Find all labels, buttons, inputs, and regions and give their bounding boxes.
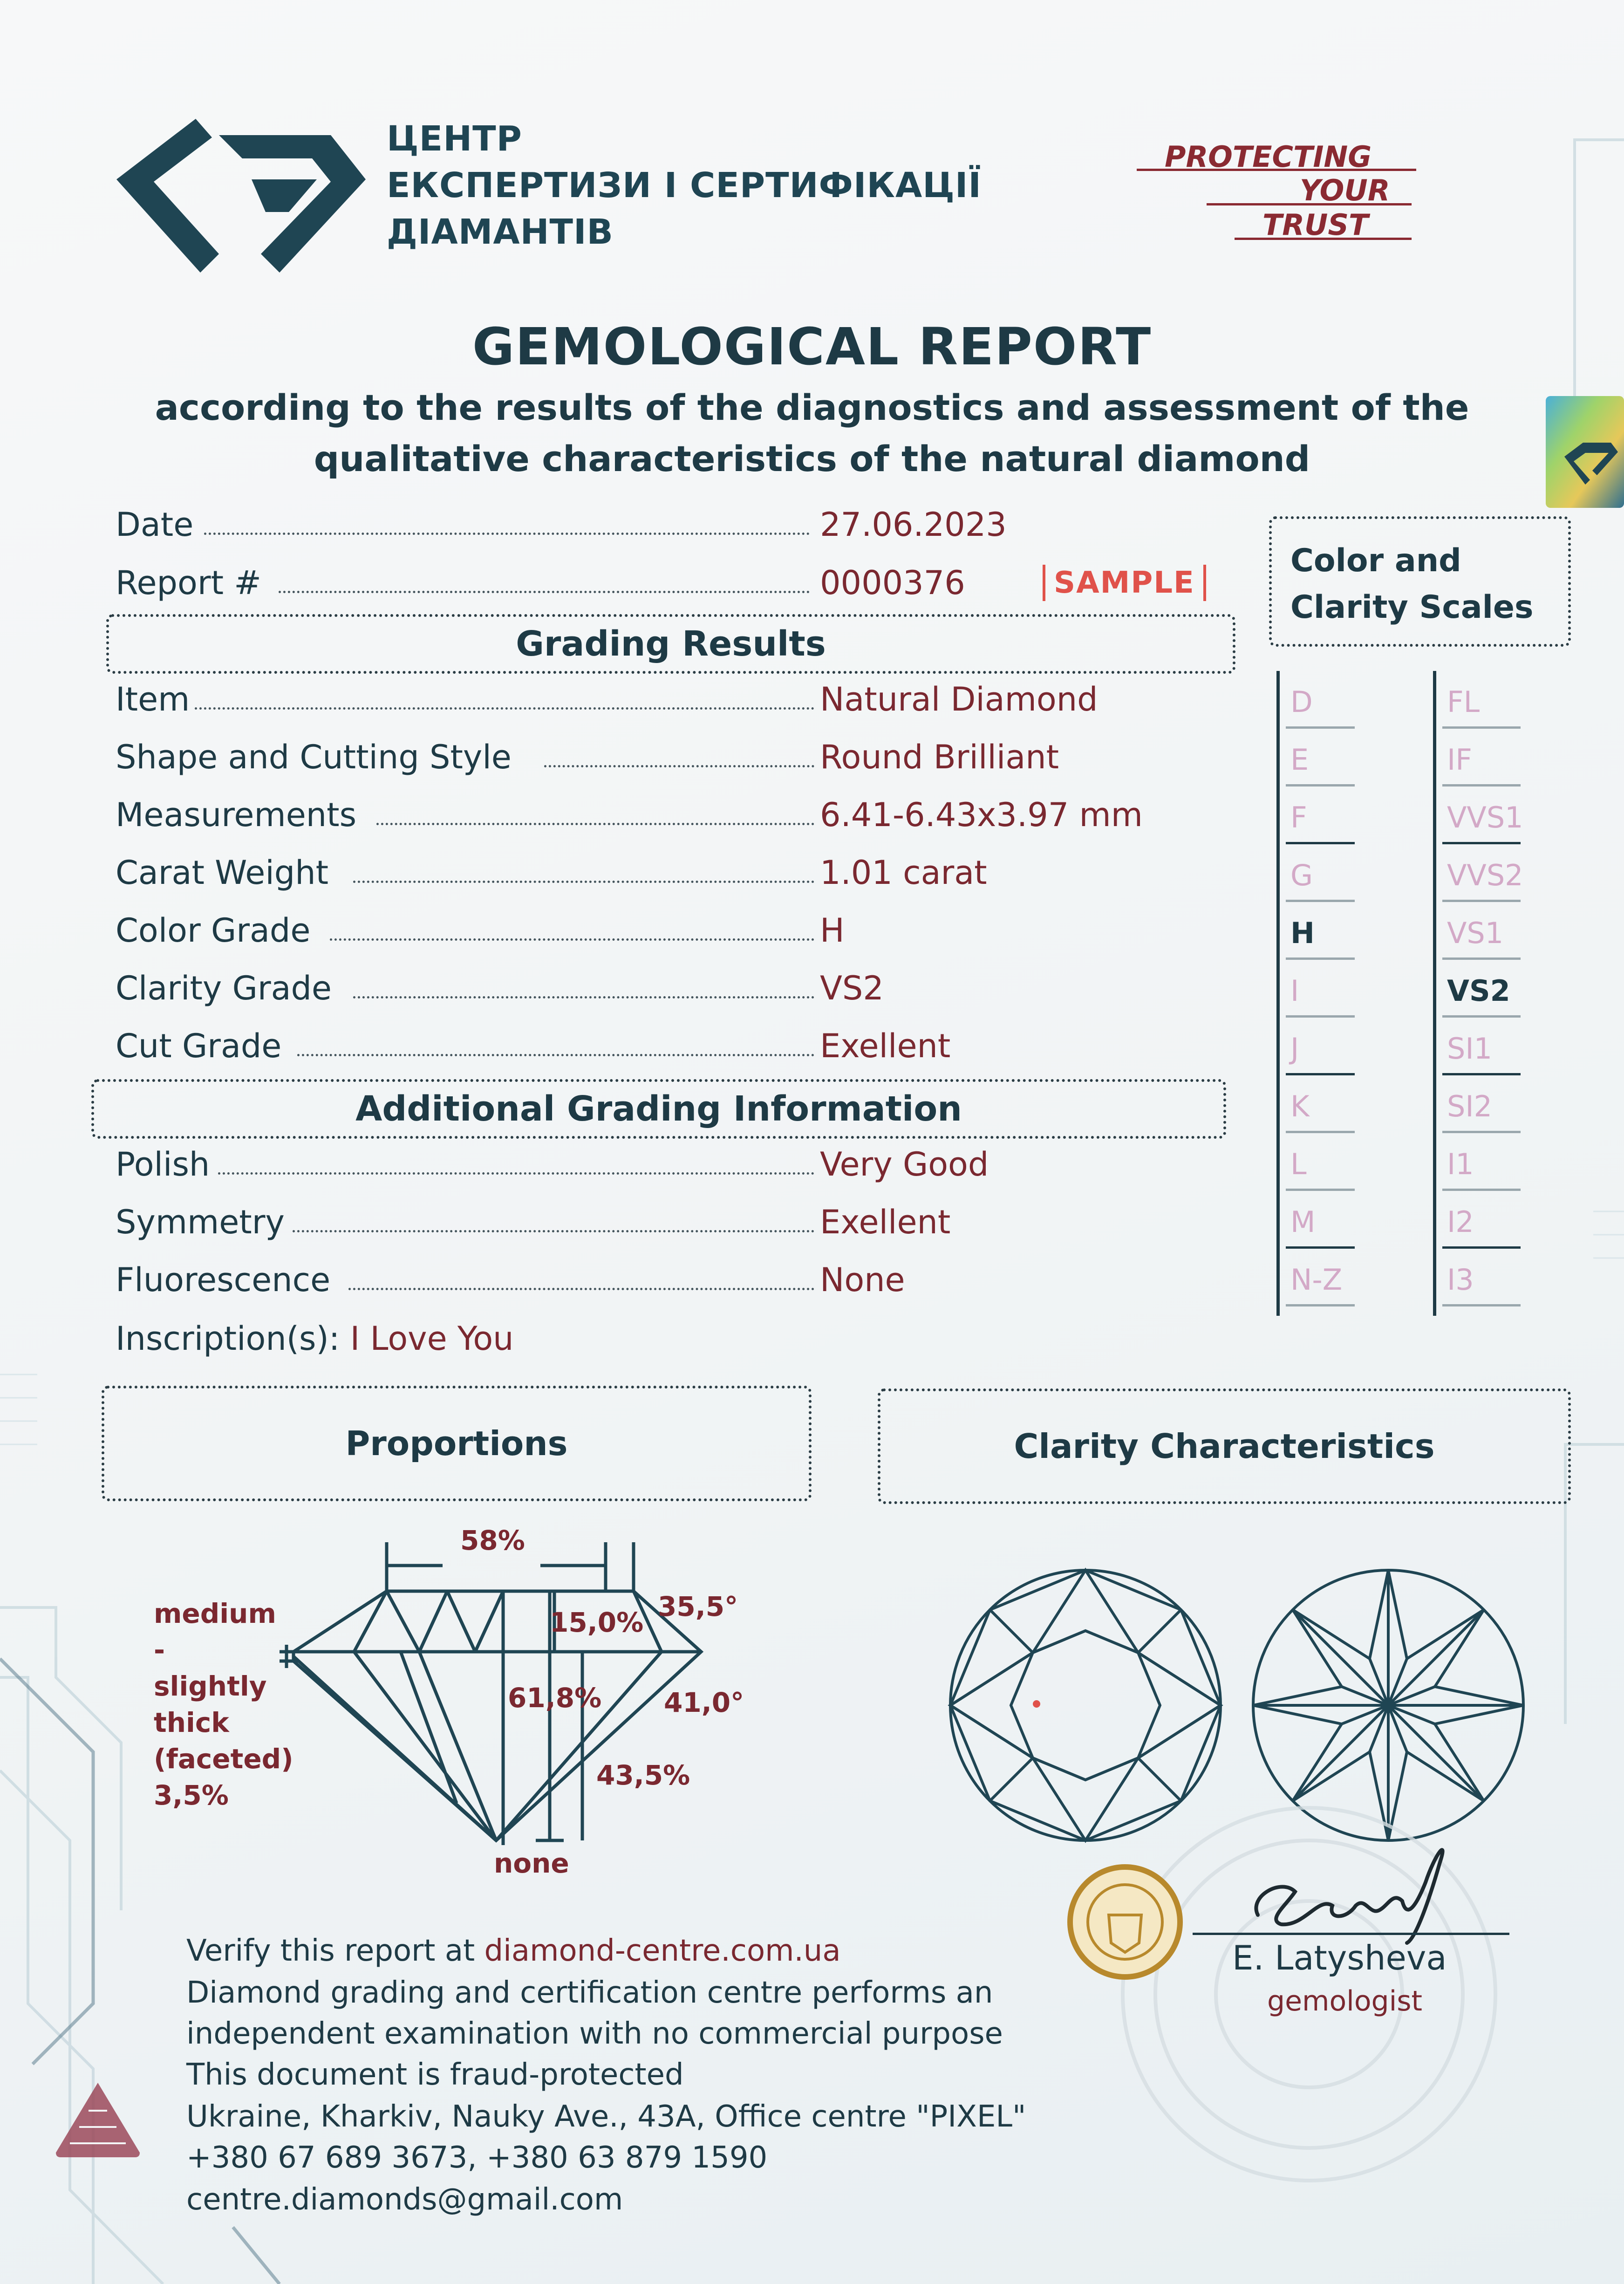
proportions-heading: Proportions <box>102 1386 812 1501</box>
crown-height: 15,0% <box>550 1607 644 1638</box>
clarity-grade-label: VVS2 <box>1447 858 1523 892</box>
grading-results-heading: Grading Results <box>106 614 1235 674</box>
leader-dots <box>204 533 810 535</box>
signer-role: gemologist <box>1267 1985 1423 2017</box>
clarity-grade-cell <box>1437 1133 1521 1191</box>
grading-value: Exellent <box>820 1027 951 1065</box>
clarity-grade-label: IF <box>1447 743 1472 777</box>
additional-row <box>116 1203 1178 1245</box>
grading-label: Shape and Cutting Style <box>116 738 512 776</box>
report-subtitle-line1: according to the results of the diagnostics and assessment of the <box>155 387 1469 428</box>
grading-value: VS2 <box>820 969 884 1007</box>
clarity-characteristics-heading: Clarity Characteristics <box>878 1388 1571 1504</box>
additional-label: Symmetry <box>116 1203 285 1241</box>
report-subtitle-line2: qualitative characteristics of the natural diamond <box>314 438 1310 479</box>
leader-dots <box>353 881 814 883</box>
grading-value: Natural Diamond <box>820 680 1098 718</box>
signature-line <box>1193 1933 1509 1935</box>
clarity-grade-label: I2 <box>1447 1205 1474 1239</box>
clarity-grade-label: I3 <box>1447 1263 1474 1297</box>
scale-underline <box>1286 1304 1355 1306</box>
grading-row <box>116 1027 1178 1069</box>
leader-dots <box>353 996 814 998</box>
leader-dots <box>279 591 810 593</box>
clarity-grade-cell <box>1437 902 1521 960</box>
additional-label: Polish <box>116 1145 210 1183</box>
color-grade-label: I <box>1290 974 1299 1008</box>
clarity-grade-cell <box>1437 1018 1521 1075</box>
leader-dots <box>544 765 814 767</box>
leader-dots <box>348 1288 814 1290</box>
signature-scribble-icon <box>1239 1826 1491 1948</box>
inscription-value: I Love You <box>350 1320 514 1358</box>
color-grade-label: D <box>1290 685 1313 719</box>
additional-row <box>116 1145 1178 1187</box>
grading-value: H <box>820 911 845 950</box>
footer-verify-line <box>186 1934 841 1968</box>
clarity-grade-label: SI1 <box>1447 1032 1493 1066</box>
grading-row <box>116 854 1178 896</box>
clarity-grade-label: VS1 <box>1447 916 1504 950</box>
color-grade-cell <box>1280 1191 1355 1249</box>
date-value: 27.06.2023 <box>820 506 1007 544</box>
grading-label: Color Grade <box>116 911 311 950</box>
gia-alumni-badge-icon <box>1064 1861 1186 1997</box>
additional-value: None <box>820 1261 905 1299</box>
scales-heading-line1: Color and <box>1290 542 1461 579</box>
girdle-line3: slightly <box>154 1670 267 1702</box>
org-name-line2: ЕКСПЕРТИЗИ І СЕРТИФІКАЦІЇ <box>387 165 982 205</box>
clarity-grade-cell <box>1437 729 1521 786</box>
color-grade-label: F <box>1290 800 1307 834</box>
grading-value: Round Brilliant <box>820 738 1059 776</box>
grading-value: 6.41-6.43x3.97 mm <box>820 796 1143 834</box>
slogan-line1: PROTECTING <box>1165 140 1372 174</box>
girdle-line2: - <box>154 1634 165 1666</box>
color-grade-cell <box>1280 1018 1355 1075</box>
color-grade-cell <box>1280 902 1355 960</box>
additional-value: Exellent <box>820 1203 951 1241</box>
pavilion-depth: 43,5% <box>596 1759 690 1791</box>
report-title: GEMOLOGICAL REPORT <box>472 317 1152 376</box>
girdle-line4: thick <box>154 1707 229 1738</box>
clarity-grade-cell <box>1437 844 1521 902</box>
girdle-line6: 3,5% <box>154 1779 229 1811</box>
date-row <box>116 506 1178 547</box>
clarity-grade-label: FL <box>1447 685 1480 719</box>
clarity-grade-label: I1 <box>1447 1147 1474 1181</box>
grading-row <box>116 969 1178 1011</box>
grading-row <box>116 680 1178 722</box>
scales-heading-box <box>1269 516 1571 647</box>
color-scale-bar <box>1276 671 1280 1316</box>
girdle-line1: medium <box>154 1598 276 1629</box>
clarity-grade-cell <box>1437 1075 1521 1133</box>
org-name-line1: ЦЕНТР <box>387 119 522 159</box>
leader-dots <box>195 707 814 710</box>
grading-row <box>116 796 1178 838</box>
color-grade-label: E <box>1290 743 1309 777</box>
slogan-line2: YOUR <box>1300 173 1390 207</box>
color-grade-cell <box>1280 786 1355 844</box>
crown-angle: 35,5° <box>658 1591 738 1622</box>
color-grade-label: H <box>1290 916 1315 950</box>
inscription-row <box>116 1320 514 1358</box>
verify-link[interactable]: diamond-centre.com.ua <box>484 1934 841 1968</box>
color-grade-cell <box>1280 671 1355 729</box>
additional-info-heading: Additional Grading Information <box>91 1079 1226 1139</box>
slogan-line3: TRUST <box>1262 208 1369 242</box>
color-grade-cell <box>1280 960 1355 1018</box>
total-depth: 61,8% <box>508 1682 602 1714</box>
clarity-grade-label: SI2 <box>1447 1089 1493 1123</box>
scale-underline <box>1442 1304 1521 1306</box>
color-grade-label: K <box>1290 1089 1310 1123</box>
inscription-label: Inscription(s): <box>116 1320 340 1358</box>
clarity-grade-cell <box>1437 786 1521 844</box>
proportions-diagram <box>261 1524 727 1850</box>
clarity-grade-cell <box>1437 671 1521 729</box>
clarity-grade-label: VS2 <box>1447 974 1510 1008</box>
grading-label: Measurements <box>116 796 357 834</box>
clarity-grade-cell <box>1437 1191 1521 1249</box>
clarity-grade-cell <box>1437 960 1521 1018</box>
clarity-scale-bar <box>1433 671 1436 1316</box>
additional-row <box>116 1261 1178 1303</box>
color-grade-label: J <box>1290 1032 1299 1066</box>
color-grade-cell <box>1280 844 1355 902</box>
report-number-label: Report # <box>116 564 261 602</box>
girdle-description <box>154 1595 293 1813</box>
leader-dots <box>297 1054 814 1056</box>
leader-dots <box>330 938 814 941</box>
leader-dots <box>376 823 814 825</box>
scales-heading-line2: Clarity Scales <box>1290 589 1534 626</box>
color-grade-label: L <box>1290 1147 1307 1181</box>
additional-label: Fluorescence <box>116 1261 331 1299</box>
grading-row <box>116 738 1178 780</box>
pavilion-angle: 41,0° <box>664 1687 744 1718</box>
culet-value: none <box>494 1847 569 1879</box>
footer-phones: +380 67 689 3673, +380 63 879 1590 <box>186 2140 768 2175</box>
color-grade-label: N-Z <box>1290 1263 1343 1297</box>
color-grade-label: G <box>1290 858 1313 892</box>
additional-value: Very Good <box>820 1145 989 1183</box>
clarity-grade-label: VVS1 <box>1447 800 1523 834</box>
verify-prefix: Verify this report at <box>186 1934 475 1968</box>
footer-address: Ukraine, Kharkiv, Nauky Ave., 43A, Office centre "PIXEL" <box>186 2099 1026 2134</box>
footer-line2: Diamond grading and certification centre performs an <box>186 1976 993 2010</box>
color-grade-cell <box>1280 1075 1355 1133</box>
footer-email[interactable]: centre.diamonds@gmail.com <box>186 2182 623 2217</box>
girdle-line5: (faceted) <box>154 1743 293 1775</box>
grading-label: Carat Weight <box>116 854 329 892</box>
grading-label: Item <box>116 680 190 718</box>
sample-stamp: SAMPLE <box>1043 565 1206 601</box>
leader-dots <box>293 1230 814 1232</box>
leader-dots <box>218 1172 814 1175</box>
triangle-emblem-icon <box>51 2078 144 2162</box>
signer-name: E. Latysheva <box>1232 1938 1447 1977</box>
grading-label: Clarity Grade <box>116 969 332 1007</box>
clarity-grade-cell <box>1437 1249 1521 1306</box>
color-grade-cell <box>1280 1249 1355 1306</box>
color-grade-label: M <box>1290 1205 1316 1239</box>
date-label: Date <box>116 506 194 544</box>
grading-value: 1.01 carat <box>820 854 987 892</box>
report-number-row <box>116 564 1178 606</box>
org-name-line3: ДІАМАНТІВ <box>387 212 614 252</box>
report-number-value: 0000376 <box>820 564 965 602</box>
table-percent: 58% <box>460 1525 525 1556</box>
inclusion-mark <box>1033 1700 1040 1708</box>
footer-line3: independent examination with no commercial purpose <box>186 2017 1003 2051</box>
grading-row <box>116 911 1178 953</box>
color-grade-cell <box>1280 729 1355 786</box>
grading-label: Cut Grade <box>116 1027 282 1065</box>
footer-line4: This document is fraud-protected <box>186 2058 684 2092</box>
logo-diamond-icon <box>112 114 373 277</box>
color-grade-cell <box>1280 1133 1355 1191</box>
